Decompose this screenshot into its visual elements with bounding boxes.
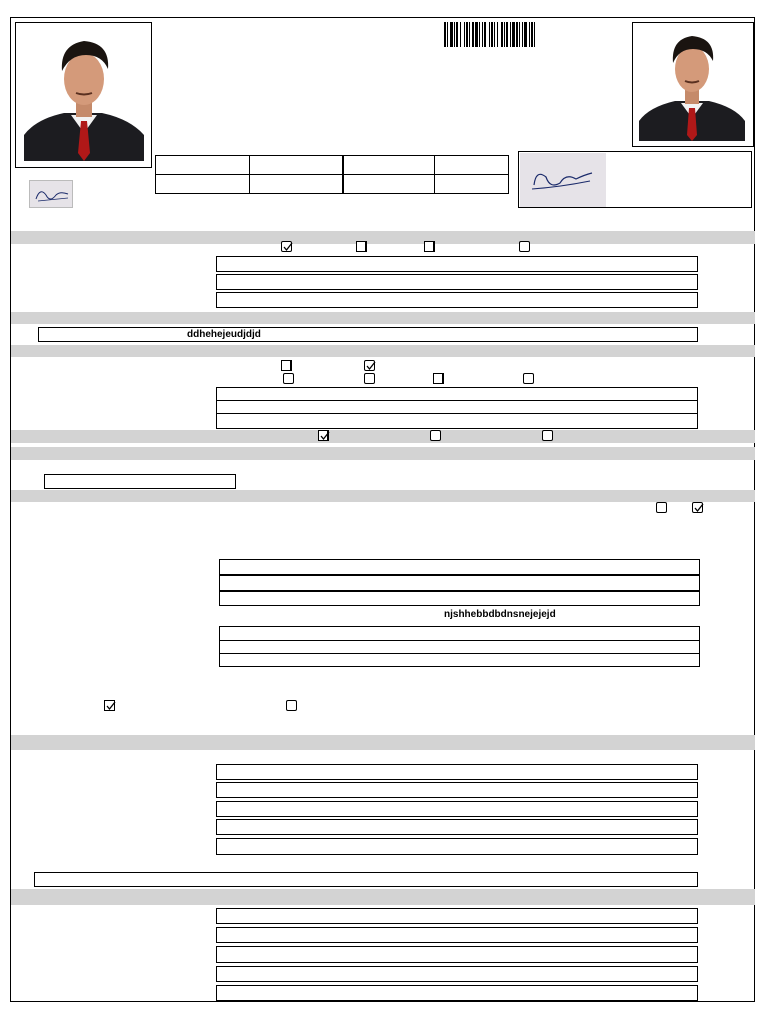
checkbox-checked[interactable] <box>318 430 329 441</box>
checkbox[interactable] <box>286 700 297 711</box>
text-field[interactable] <box>216 387 698 401</box>
text-field[interactable] <box>216 292 698 308</box>
checkbox[interactable] <box>281 360 292 371</box>
applicant-photo-left <box>15 22 152 168</box>
text-field[interactable] <box>216 908 698 924</box>
checkbox-checked[interactable] <box>281 241 292 252</box>
person-photo <box>633 23 753 146</box>
section-bar <box>11 312 755 324</box>
text-field-wide[interactable] <box>34 872 698 887</box>
section-bar <box>11 447 755 460</box>
text-field[interactable] <box>219 591 700 606</box>
text-field[interactable] <box>216 927 698 943</box>
text-field[interactable] <box>216 256 698 272</box>
section-bar <box>11 345 755 357</box>
text-field[interactable] <box>219 626 700 641</box>
text-field[interactable] <box>216 764 698 780</box>
text-field[interactable] <box>216 946 698 963</box>
header-info-grid <box>155 155 509 194</box>
text-field[interactable] <box>219 640 700 654</box>
signature-image <box>520 153 606 207</box>
text-field[interactable] <box>219 559 700 575</box>
section-bar <box>11 430 755 443</box>
checkbox-checked[interactable] <box>104 700 115 711</box>
checkbox[interactable] <box>364 373 375 384</box>
section-bar <box>11 735 755 750</box>
signature-box <box>518 151 752 208</box>
text-field[interactable] <box>216 782 698 798</box>
text-field[interactable] <box>216 801 698 817</box>
checkbox[interactable] <box>356 241 367 252</box>
field-value: ddhehejeudjdjd <box>187 329 261 340</box>
checkbox[interactable] <box>656 502 667 513</box>
signature-image-small <box>29 180 73 208</box>
text-field-wide[interactable] <box>38 327 698 342</box>
checkbox[interactable] <box>433 373 444 384</box>
text-field[interactable] <box>219 653 700 667</box>
text-field[interactable] <box>216 413 698 429</box>
text-field[interactable] <box>216 985 698 1001</box>
checkbox[interactable] <box>523 373 534 384</box>
barcode-icon <box>444 22 616 47</box>
applicant-photo-right <box>632 22 754 147</box>
text-field[interactable] <box>216 274 698 290</box>
text-field[interactable] <box>216 819 698 835</box>
text-field[interactable] <box>219 575 700 591</box>
section-bar <box>11 231 755 244</box>
checkbox[interactable] <box>430 430 441 441</box>
checkbox[interactable] <box>519 241 530 252</box>
checkbox[interactable] <box>424 241 435 252</box>
section-bar <box>11 889 755 905</box>
person-photo <box>16 23 151 167</box>
checkbox-checked[interactable] <box>364 360 375 371</box>
checkbox[interactable] <box>542 430 553 441</box>
field-value: njshhebbdbdnsnejejejd <box>444 609 556 620</box>
text-field[interactable] <box>216 400 698 414</box>
text-field[interactable] <box>216 838 698 855</box>
checkbox[interactable] <box>283 373 294 384</box>
text-field[interactable] <box>216 966 698 982</box>
checkbox-checked[interactable] <box>692 502 703 513</box>
section-bar <box>11 490 755 502</box>
text-field-short[interactable] <box>44 474 236 489</box>
